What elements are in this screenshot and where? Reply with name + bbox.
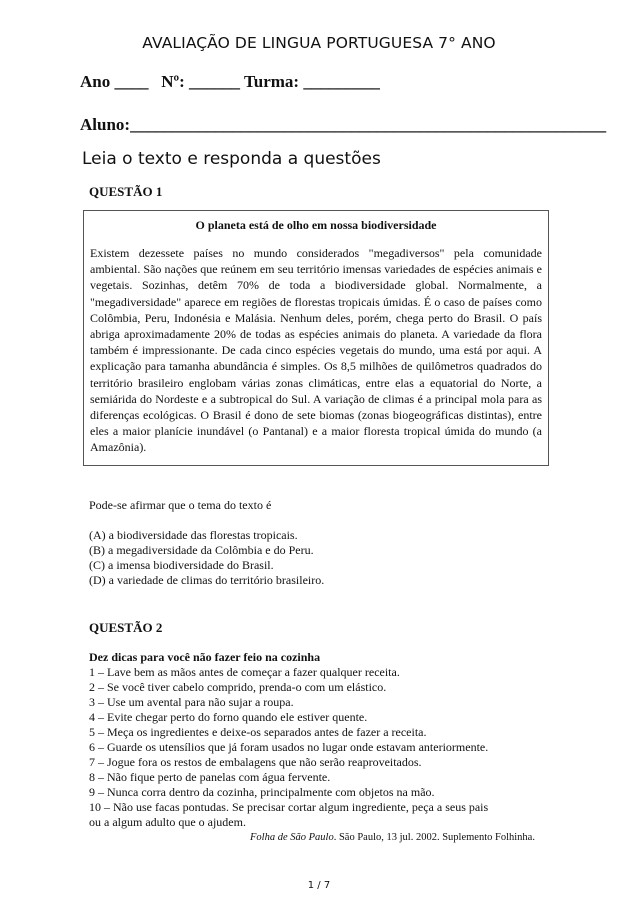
tip-item: 6 – Guarde os utensílios que já foram usados no lugar onde estavam anteriormente. [89, 740, 489, 754]
tip-item: 8 – Não fique perto de panelas com água fervente. [89, 770, 331, 784]
citation-details: . São Paulo, 13 jul. 2002. Suplemento Folhinha. [333, 832, 535, 843]
tip-item: 2 – Se você tiver cabelo comprido, prenda-o com um elástico. [89, 680, 387, 694]
question-1-label: QUESTÃO 1 [89, 184, 163, 199]
student-name-line: Aluno:________________________________________________________ [80, 115, 607, 134]
tips-title: Dez dicas para você não fazer feio na cozinha [89, 650, 321, 664]
tip-item: ou a algum adulto que o ajudem. [89, 815, 246, 829]
answer-option-d: (D) a variedade de climas do território brasileiro. [89, 573, 325, 587]
reading-text-body: Existem dezessete países no mundo considerados "megadiversos" pela comunidade ambiental. São nações que reúnem em seu território imensas variedades de espécies animais e vegetais. Sozinhas, detêm 70% de toda a biodiversidade global. Normalmente, a "megadiversidade" aparece em regiões de florestas tropicais úmidas. É o caso de países como Colômbia, Peru, Indonésia e Malásia. Nenhum deles, porém, chega perto do Brasil. O país abriga aproximadamente 20% de todas as espécies animais do planeta. A variedade da flora também é impressionante. De cada cinco espécies vegetais do mundo, uma está por aqui. A explicação para tamanha abundância é simples. Os 8,5 milhões de quilômetros quadrados do território brasileiro englobam várias zonas climáticas, entre elas a equatorial do Norte, a semiárida do Nordeste e a subtropical do Sul. A variação de climas é a principal mola para as diferenças ecológicas. O Brasil é dono de sete biomas (zonas biogeográficas distintas), entre eles a maior planície inundável (o Pantanal) e a maior floresta tropical úmida do mundo (a Amazônia). [90, 246, 542, 455]
tip-item: 1 – Lave bem as mãos antes de começar a fazer qualquer receita. [89, 665, 400, 679]
reading-text-title: O planeta está de olho em nossa biodiversidade [195, 218, 437, 232]
tip-item: 9 – Nunca corra dentro da cozinha, principalmente com objetos na mão. [89, 785, 435, 799]
tip-item: 4 – Evite chegar perto do forno quando ele estiver quente. [89, 710, 368, 724]
tip-item: 7 – Jogue fora os restos de embalagens que não serão reaproveitados. [89, 755, 422, 769]
source-citation [250, 832, 535, 843]
instruction-heading: Leia o texto e responda a questões [82, 149, 381, 169]
tip-item: 10 – Não use facas pontudas. Se precisar cortar algum ingrediente, peça a seus pais [89, 800, 489, 814]
answer-option-b: (B) a megadiversidade da Colômbia e do Peru. [89, 543, 314, 557]
citation-source: Folha de São Paulo [250, 832, 334, 843]
answer-option-c: (C) a imensa biodiversidade do Brasil. [89, 558, 274, 572]
tip-item: 5 – Meça os ingredientes e deixe-os separados antes de fazer a receita. [89, 725, 427, 739]
question-1-prompt: Pode-se afirmar que o tema do texto é [89, 498, 272, 512]
question-2-label: QUESTÃO 2 [89, 620, 163, 635]
answer-option-a: (A) a biodiversidade das florestas tropicais. [89, 528, 298, 542]
page-number: 1 / 7 [307, 880, 331, 891]
student-info-line: Ano ____ Nº: ______ Turma: _________ [80, 72, 380, 91]
page-title: AVALIAÇÃO DE LINGUA PORTUGUESA 7° ANO [142, 34, 496, 52]
reading-text-box [83, 210, 549, 466]
tip-item: 3 – Use um avental para não sujar a roupa. [89, 695, 294, 709]
